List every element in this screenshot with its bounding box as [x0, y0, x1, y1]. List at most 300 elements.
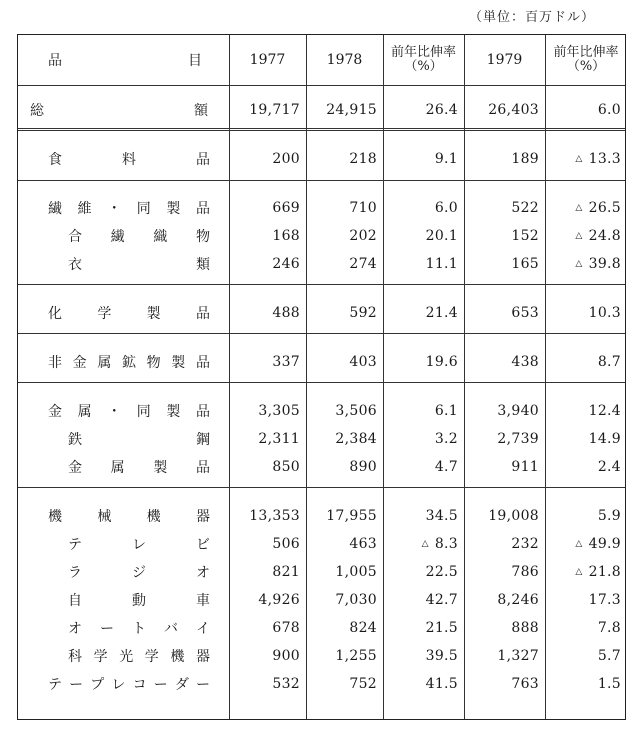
cell-g2: [545, 614, 627, 642]
table-row: [18, 96, 625, 124]
cell-v1977: [229, 586, 306, 614]
cell-v1979: [464, 397, 545, 425]
cell-value: 786: [511, 564, 539, 580]
cell-v1978: [306, 348, 383, 376]
cell-value: 42.7: [425, 592, 458, 608]
cell-value: 710: [349, 200, 377, 216]
cell-v1978: [306, 586, 383, 614]
row-label-char: 維: [77, 201, 92, 217]
cell-value: 41.5: [425, 676, 458, 692]
header-growth-1979: [545, 35, 627, 85]
row-label-char: オ: [68, 621, 82, 637]
row-label-char: ・: [107, 201, 122, 217]
cell-value: 6.0: [597, 102, 621, 118]
cell-value: 21.4: [425, 305, 458, 321]
row-label-char: コ: [132, 677, 147, 693]
cell-value: 17.3: [588, 592, 621, 608]
row-label-char: 機: [170, 649, 185, 665]
table-row: [18, 397, 625, 425]
row-label-char: 合: [68, 229, 82, 245]
cell-value: 218: [349, 151, 377, 167]
row-label-char: 鋼: [196, 432, 210, 448]
row-label-char: ー: [100, 621, 114, 637]
row-label-char: レ: [132, 537, 146, 553]
group-divider: [18, 128, 625, 131]
table-row: [18, 530, 625, 558]
cell-v1979: [464, 299, 545, 327]
row-label-char: 製: [171, 355, 186, 371]
cell-g1: [383, 299, 464, 327]
cell-g2: [545, 670, 627, 698]
table-row: [18, 642, 625, 670]
row-label: [30, 96, 208, 124]
cell-v1977: [229, 453, 306, 481]
header-growth2-line2: （%）: [566, 59, 606, 74]
row-label-char: 非: [48, 355, 62, 371]
row-label-char: 品: [195, 460, 210, 476]
negative-marker: △: [575, 154, 583, 164]
header-1978: 1978: [326, 52, 363, 68]
cell-value: 888: [511, 620, 539, 636]
cell-value: 165: [511, 256, 539, 272]
cell-value: 1,005: [335, 564, 377, 580]
group-divider: [18, 180, 625, 181]
cell-v1977: [229, 348, 306, 376]
cell-value: 2.4: [597, 459, 621, 475]
cell-value: 3,940: [497, 403, 539, 419]
cell-g2: [545, 145, 627, 173]
cell-value: 2,739: [497, 431, 539, 447]
row-label-char: 製: [146, 306, 161, 322]
cell-v1977: [229, 299, 306, 327]
cell-v1979: [464, 194, 545, 222]
cell-v1978: [306, 530, 383, 558]
cell-value: 911: [511, 459, 539, 475]
row-label: [68, 425, 210, 453]
row-label-char: 品: [196, 152, 210, 168]
cell-g1: [383, 586, 464, 614]
row-label-char: 属: [97, 355, 112, 371]
negative-marker: △: [421, 539, 429, 549]
row-label-char: 鉄: [68, 432, 82, 448]
cell-value: 2,384: [335, 431, 377, 447]
cell-value: 763: [511, 676, 539, 692]
cell-value: 152: [511, 228, 539, 244]
group-divider: [18, 333, 625, 334]
cell-g2: [545, 397, 627, 425]
cell-value: 19,008: [488, 508, 539, 524]
row-label-char: ダ: [174, 677, 189, 693]
row-label-char: 機: [146, 509, 161, 525]
row-label-char: テ: [68, 537, 82, 553]
cell-g2: [545, 530, 627, 558]
cell-v1978: [306, 642, 383, 670]
row-label-char: 製: [166, 404, 181, 420]
cell-v1979: [464, 614, 545, 642]
cell-value: 34.5: [425, 508, 458, 524]
row-label: [48, 194, 210, 222]
cell-value: 3,305: [258, 403, 300, 419]
row-label-char: 化: [48, 306, 62, 322]
cell-g2: [545, 96, 627, 124]
cell-g1: [383, 558, 464, 586]
cell-v1978: [306, 425, 383, 453]
row-label-char: ラ: [68, 565, 82, 581]
row-label-char: 学: [144, 649, 159, 665]
row-label-char: 品: [195, 404, 210, 420]
cell-value: 274: [349, 256, 377, 272]
cell-v1978: [306, 453, 383, 481]
table-row: [18, 222, 625, 250]
cell-g2: [545, 558, 627, 586]
row-label-char: 品: [195, 201, 210, 217]
table-row: [18, 670, 625, 698]
cell-v1978: [306, 558, 383, 586]
cell-v1977: [229, 502, 306, 530]
cell-value: 1,255: [335, 648, 377, 664]
header-growth-line1: 前年比伸率: [390, 45, 456, 60]
table-row: [18, 453, 625, 481]
header-item-right: 目: [188, 53, 203, 69]
cell-value: 403: [349, 354, 377, 370]
cell-g1: [383, 642, 464, 670]
cell-g1: [383, 96, 464, 124]
row-label: [68, 558, 210, 586]
cell-v1979: [464, 453, 545, 481]
cell-value: 8.7: [597, 354, 621, 370]
cell-g1: [383, 453, 464, 481]
cell-value: 19.6: [425, 354, 458, 370]
unit-label: （単位：百万ドル）: [468, 10, 595, 25]
row-label-char: 学: [97, 306, 112, 322]
cell-value: 17,955: [326, 508, 377, 524]
group-divider: [18, 284, 625, 285]
cell-value: 488: [272, 305, 300, 321]
cell-value: 9.1: [434, 151, 458, 167]
table-row: [18, 586, 625, 614]
group-divider: [18, 382, 625, 383]
header-1979: 1979: [486, 52, 523, 68]
row-label-char: 品: [195, 355, 210, 371]
cell-g2: [545, 642, 627, 670]
cell-value: 669: [272, 200, 300, 216]
table-row: [18, 502, 625, 530]
cell-v1979: [464, 530, 545, 558]
cell-value: 532: [272, 676, 300, 692]
cell-v1978: [306, 502, 383, 530]
row-label-char: イ: [196, 621, 210, 637]
cell-v1979: [464, 222, 545, 250]
cell-value: 522: [511, 200, 539, 216]
header-growth2-line1: 前年比伸率: [553, 45, 619, 60]
cell-value: 653: [511, 305, 539, 321]
row-label-char: 額: [194, 103, 208, 119]
row-label-char: テ: [48, 677, 62, 693]
cell-value: 506: [272, 536, 300, 552]
cell-v1979: [464, 348, 545, 376]
group-divider: [18, 487, 625, 488]
row-label-char: ジ: [132, 565, 146, 581]
cell-v1978: [306, 670, 383, 698]
cell-value: 7,030: [335, 592, 377, 608]
row-label: [68, 614, 210, 642]
row-label-char: 同: [136, 201, 151, 217]
cell-value: 24,915: [326, 102, 377, 118]
cell-value: 200: [272, 151, 300, 167]
row-label-char: 械: [97, 509, 112, 525]
cell-value: 14.9: [588, 431, 621, 447]
cell-g2: [545, 453, 627, 481]
row-label-char: 製: [153, 460, 168, 476]
cell-value: 246: [272, 256, 300, 272]
cell-value: 821: [272, 564, 300, 580]
cell-value: 22.5: [425, 564, 458, 580]
table-row: [18, 348, 625, 376]
row-label-char: 繊: [48, 201, 62, 217]
row-label-char: 器: [195, 509, 210, 525]
cell-value: 438: [511, 354, 539, 370]
cell-value: 850: [272, 459, 300, 475]
header-divider: [18, 85, 625, 86]
cell-v1979: [464, 96, 545, 124]
cell-value: 6.0: [434, 200, 458, 216]
row-label-char: 学: [93, 649, 108, 665]
cell-g1: [383, 670, 464, 698]
header-growth-1978: [383, 35, 464, 85]
row-label: [48, 670, 210, 698]
row-label: [68, 453, 210, 481]
row-label-char: 物: [146, 355, 161, 371]
cell-g1: [383, 502, 464, 530]
cell-value: 463: [349, 536, 377, 552]
cell-value: 39.8: [588, 256, 621, 272]
cell-v1978: [306, 614, 383, 642]
cell-v1977: [229, 250, 306, 278]
cell-v1977: [229, 222, 306, 250]
cell-v1978: [306, 397, 383, 425]
cell-g2: [545, 299, 627, 327]
row-label-char: 車: [196, 593, 210, 609]
row-label-char: バ: [164, 621, 178, 637]
cell-g1: [383, 397, 464, 425]
cell-value: 4,926: [258, 592, 300, 608]
cell-value: 8,246: [497, 592, 539, 608]
cell-v1978: [306, 145, 383, 173]
cell-g2: [545, 194, 627, 222]
cell-value: 21.8: [588, 564, 621, 580]
row-label: [68, 642, 210, 670]
cell-v1977: [229, 425, 306, 453]
cell-value: 824: [349, 620, 377, 636]
cell-value: 1.5: [597, 676, 621, 692]
cell-v1977: [229, 614, 306, 642]
row-label-char: 繊: [110, 229, 125, 245]
cell-g1: [383, 145, 464, 173]
cell-value: 189: [511, 151, 539, 167]
cell-value: 4.7: [434, 459, 458, 475]
row-label-char: 器: [195, 649, 210, 665]
cell-value: 12.4: [588, 403, 621, 419]
row-label-char: ・: [107, 404, 122, 420]
cell-v1977: [229, 96, 306, 124]
cell-g1: [383, 222, 464, 250]
cell-value: 20.1: [425, 228, 458, 244]
header-item-left: 品: [48, 53, 63, 69]
header-growth-line2: （%）: [404, 59, 443, 74]
row-label-char: ト: [132, 621, 146, 637]
row-label-char: 金: [48, 404, 62, 420]
row-label: [68, 586, 210, 614]
row-label-char: 金: [72, 355, 87, 371]
row-label-char: 衣: [68, 257, 82, 273]
cell-value: 26,403: [488, 102, 539, 118]
cell-value: 6.1: [434, 403, 458, 419]
cell-v1979: [464, 642, 545, 670]
negative-marker: △: [575, 259, 583, 269]
row-label: [48, 397, 210, 425]
cell-value: 890: [349, 459, 377, 475]
table-row: [18, 614, 625, 642]
cell-value: 5.9: [597, 508, 621, 524]
row-label-char: 品: [195, 306, 210, 322]
row-label-char: 光: [119, 649, 134, 665]
cell-v1979: [464, 502, 545, 530]
cell-v1977: [229, 670, 306, 698]
cell-value: 39.5: [425, 648, 458, 664]
negative-marker: △: [575, 567, 583, 577]
cell-g1: [383, 194, 464, 222]
row-label: [48, 145, 210, 173]
cell-value: 3.2: [434, 431, 458, 447]
table-row: [18, 250, 625, 278]
cell-value: 900: [272, 648, 300, 664]
cell-g1: [383, 530, 464, 558]
cell-v1978: [306, 222, 383, 250]
header-1977: 1977: [249, 52, 286, 68]
row-label-char: オ: [196, 565, 210, 581]
cell-value: 19,717: [249, 102, 300, 118]
cell-value: 13,353: [249, 508, 300, 524]
row-label-char: 鉱: [121, 355, 136, 371]
negative-marker: △: [575, 231, 583, 241]
cell-v1978: [306, 194, 383, 222]
cell-value: 49.9: [588, 536, 621, 552]
cell-value: 26.4: [425, 102, 458, 118]
row-label-char: ー: [153, 677, 168, 693]
cell-value: 26.5: [588, 200, 621, 216]
cell-value: 752: [349, 676, 377, 692]
table-row: [18, 558, 625, 586]
row-label-char: 食: [48, 152, 62, 168]
table-row: [18, 145, 625, 173]
cell-value: 3,506: [335, 403, 377, 419]
cell-value: 678: [272, 620, 300, 636]
cell-value: 5.7: [597, 648, 621, 664]
cell-value: 232: [511, 536, 539, 552]
row-label: [68, 250, 210, 278]
row-label-char: 金: [68, 460, 82, 476]
table-row: [18, 425, 625, 453]
row-label-char: 同: [136, 404, 151, 420]
cell-value: 2,311: [258, 431, 300, 447]
cell-v1979: [464, 425, 545, 453]
cell-v1979: [464, 145, 545, 173]
cell-value: 202: [349, 228, 377, 244]
cell-v1977: [229, 397, 306, 425]
row-label-char: 物: [195, 229, 210, 245]
cell-value: 8.3: [434, 536, 458, 552]
cell-v1979: [464, 586, 545, 614]
row-label-char: 製: [166, 201, 181, 217]
row-label-char: ビ: [196, 537, 210, 553]
cell-g2: [545, 348, 627, 376]
cell-value: 168: [272, 228, 300, 244]
cell-v1979: [464, 250, 545, 278]
row-label-char: 総: [30, 103, 44, 119]
cell-g2: [545, 250, 627, 278]
cell-v1978: [306, 299, 383, 327]
cell-v1979: [464, 558, 545, 586]
cell-value: 24.8: [588, 228, 621, 244]
row-label-char: 織: [153, 229, 168, 245]
row-label: [48, 502, 210, 530]
row-label: [68, 222, 210, 250]
row-label-char: 類: [196, 257, 210, 273]
negative-marker: △: [575, 203, 583, 213]
cell-v1977: [229, 530, 306, 558]
cell-g1: [383, 425, 464, 453]
cell-g1: [383, 348, 464, 376]
row-label-char: ー: [195, 677, 210, 693]
negative-marker: △: [575, 539, 583, 549]
cell-g2: [545, 586, 627, 614]
table-row: [18, 194, 625, 222]
cell-v1977: [229, 194, 306, 222]
data-table: [17, 34, 626, 720]
row-label-char: 機: [48, 509, 62, 525]
cell-v1979: [464, 670, 545, 698]
row-label-char: 料: [122, 152, 136, 168]
cell-v1977: [229, 145, 306, 173]
row-label-char: 自: [68, 593, 82, 609]
row-label-char: ー: [69, 677, 84, 693]
cell-v1977: [229, 558, 306, 586]
cell-value: 21.5: [425, 620, 458, 636]
cell-v1977: [229, 642, 306, 670]
cell-value: 7.8: [597, 620, 621, 636]
cell-g1: [383, 614, 464, 642]
cell-g1: [383, 250, 464, 278]
row-label: [68, 530, 210, 558]
table-row: [18, 299, 625, 327]
cell-g2: [545, 425, 627, 453]
row-label-char: 属: [110, 460, 125, 476]
row-label-char: 科: [68, 649, 82, 665]
cell-value: 11.1: [425, 256, 458, 272]
row-label: [48, 348, 210, 376]
row-label-char: レ: [111, 677, 126, 693]
cell-v1978: [306, 250, 383, 278]
cell-value: 337: [272, 354, 300, 370]
header-item: [18, 35, 229, 85]
cell-g2: [545, 502, 627, 530]
row-label-char: 属: [77, 404, 92, 420]
row-label-char: プ: [90, 677, 105, 693]
cell-g2: [545, 222, 627, 250]
cell-value: 1,327: [497, 648, 539, 664]
row-label-char: 動: [132, 593, 146, 609]
cell-value: 10.3: [588, 305, 621, 321]
